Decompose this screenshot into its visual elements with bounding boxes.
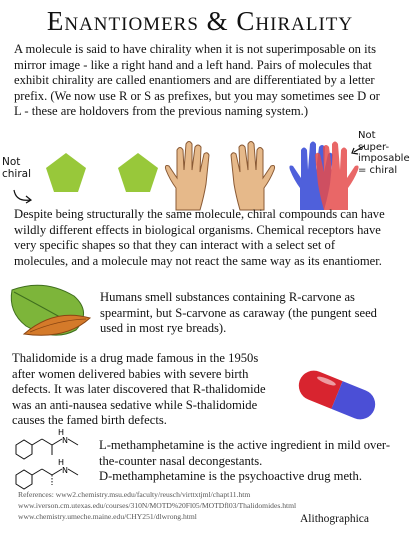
note-not-super-line1: Not [358, 130, 376, 141]
note-not-superimposable [358, 130, 410, 176]
methamphetamine-structures [4, 425, 96, 489]
arrow-icon [14, 190, 30, 200]
page-title: Enantiomers & Chirality [46, 6, 354, 36]
despite-paragraph: Despite being structurally the same molecule, chiral compounds can have wildly different effects in biological organisms. Chemical receptors have very specific shapes so that they can interact with a select set of molecules, and a molecule may not react the same way as its enantiomer. [14, 207, 385, 268]
pentagon-right [118, 153, 158, 192]
note-not-super-line4: = chiral [358, 164, 398, 176]
references [18, 489, 318, 523]
molecule-label: N [62, 466, 68, 475]
reference-link[interactable]: www.iverson.cm.utexas.edu/courses/310N/MOTD%20Fl05/MOTDfl03/Thalidomides.html [18, 501, 297, 511]
molecule-label: H [58, 428, 65, 437]
meth-line-2: D-methamphetamine is the psychoactive drug meth. [99, 469, 362, 484]
leaf-illustration [4, 282, 96, 344]
note-not-super-line3: imposable [358, 153, 410, 164]
molecule-label: N [62, 436, 68, 445]
note-not-chiral-line2: chiral [2, 168, 32, 180]
hand-right-icon [231, 142, 275, 211]
chirality-illustration [0, 140, 410, 212]
molecule-label: H [58, 458, 65, 467]
note-not-chiral [2, 156, 31, 180]
references-label: References: [18, 490, 54, 499]
thalidomide-paragraph: Thalidomide is a drug made famous in the 1950s after women delivered babies with severe birth defects. It was later discovered that R-thalidomide was an anti-nausea sedative while S-thalidomide causes the famed birth defects. [12, 351, 266, 428]
pill-illustration [282, 360, 392, 430]
hand-left-icon [165, 142, 209, 211]
note-not-super-line2: super- [358, 141, 390, 153]
reference-link[interactable]: www2.chemistry.msu.edu/faculty/reusch/virttxtjml/chapt11.htm [55, 490, 251, 499]
pentagon-left [46, 153, 86, 192]
reference-link[interactable]: www.chemistry.umeche.maine.edu/CHY251/dlwrong.html [18, 512, 197, 522]
overlapping-hands-icon [289, 142, 358, 211]
pill-icon [294, 366, 379, 424]
carvone-paragraph: Humans smell substances containing R-carvone as spearmint, but S-carvone as caraway (the pungent seed used in most rye breads). [100, 290, 377, 336]
intro-paragraph: A molecule is said to have chirality when it is not superimposable on its mirror image - like a right hand and a left hand. Pairs of molecules that exhibit chirality are called enantiomers and are differentiated by a letter prefix. (We now use R or S as prefixes, but you may sometimes see D or L - these are holdovers from the previous naming system.) [14, 42, 380, 119]
methamphetamine-paragraph [99, 438, 393, 485]
note-not-chiral-line1: Not [2, 156, 21, 168]
signature: Alithographica [300, 513, 369, 525]
meth-line-1: L-methamphetamine is the active ingredient in mild over-the-counter nasal decongestants. [99, 438, 391, 468]
